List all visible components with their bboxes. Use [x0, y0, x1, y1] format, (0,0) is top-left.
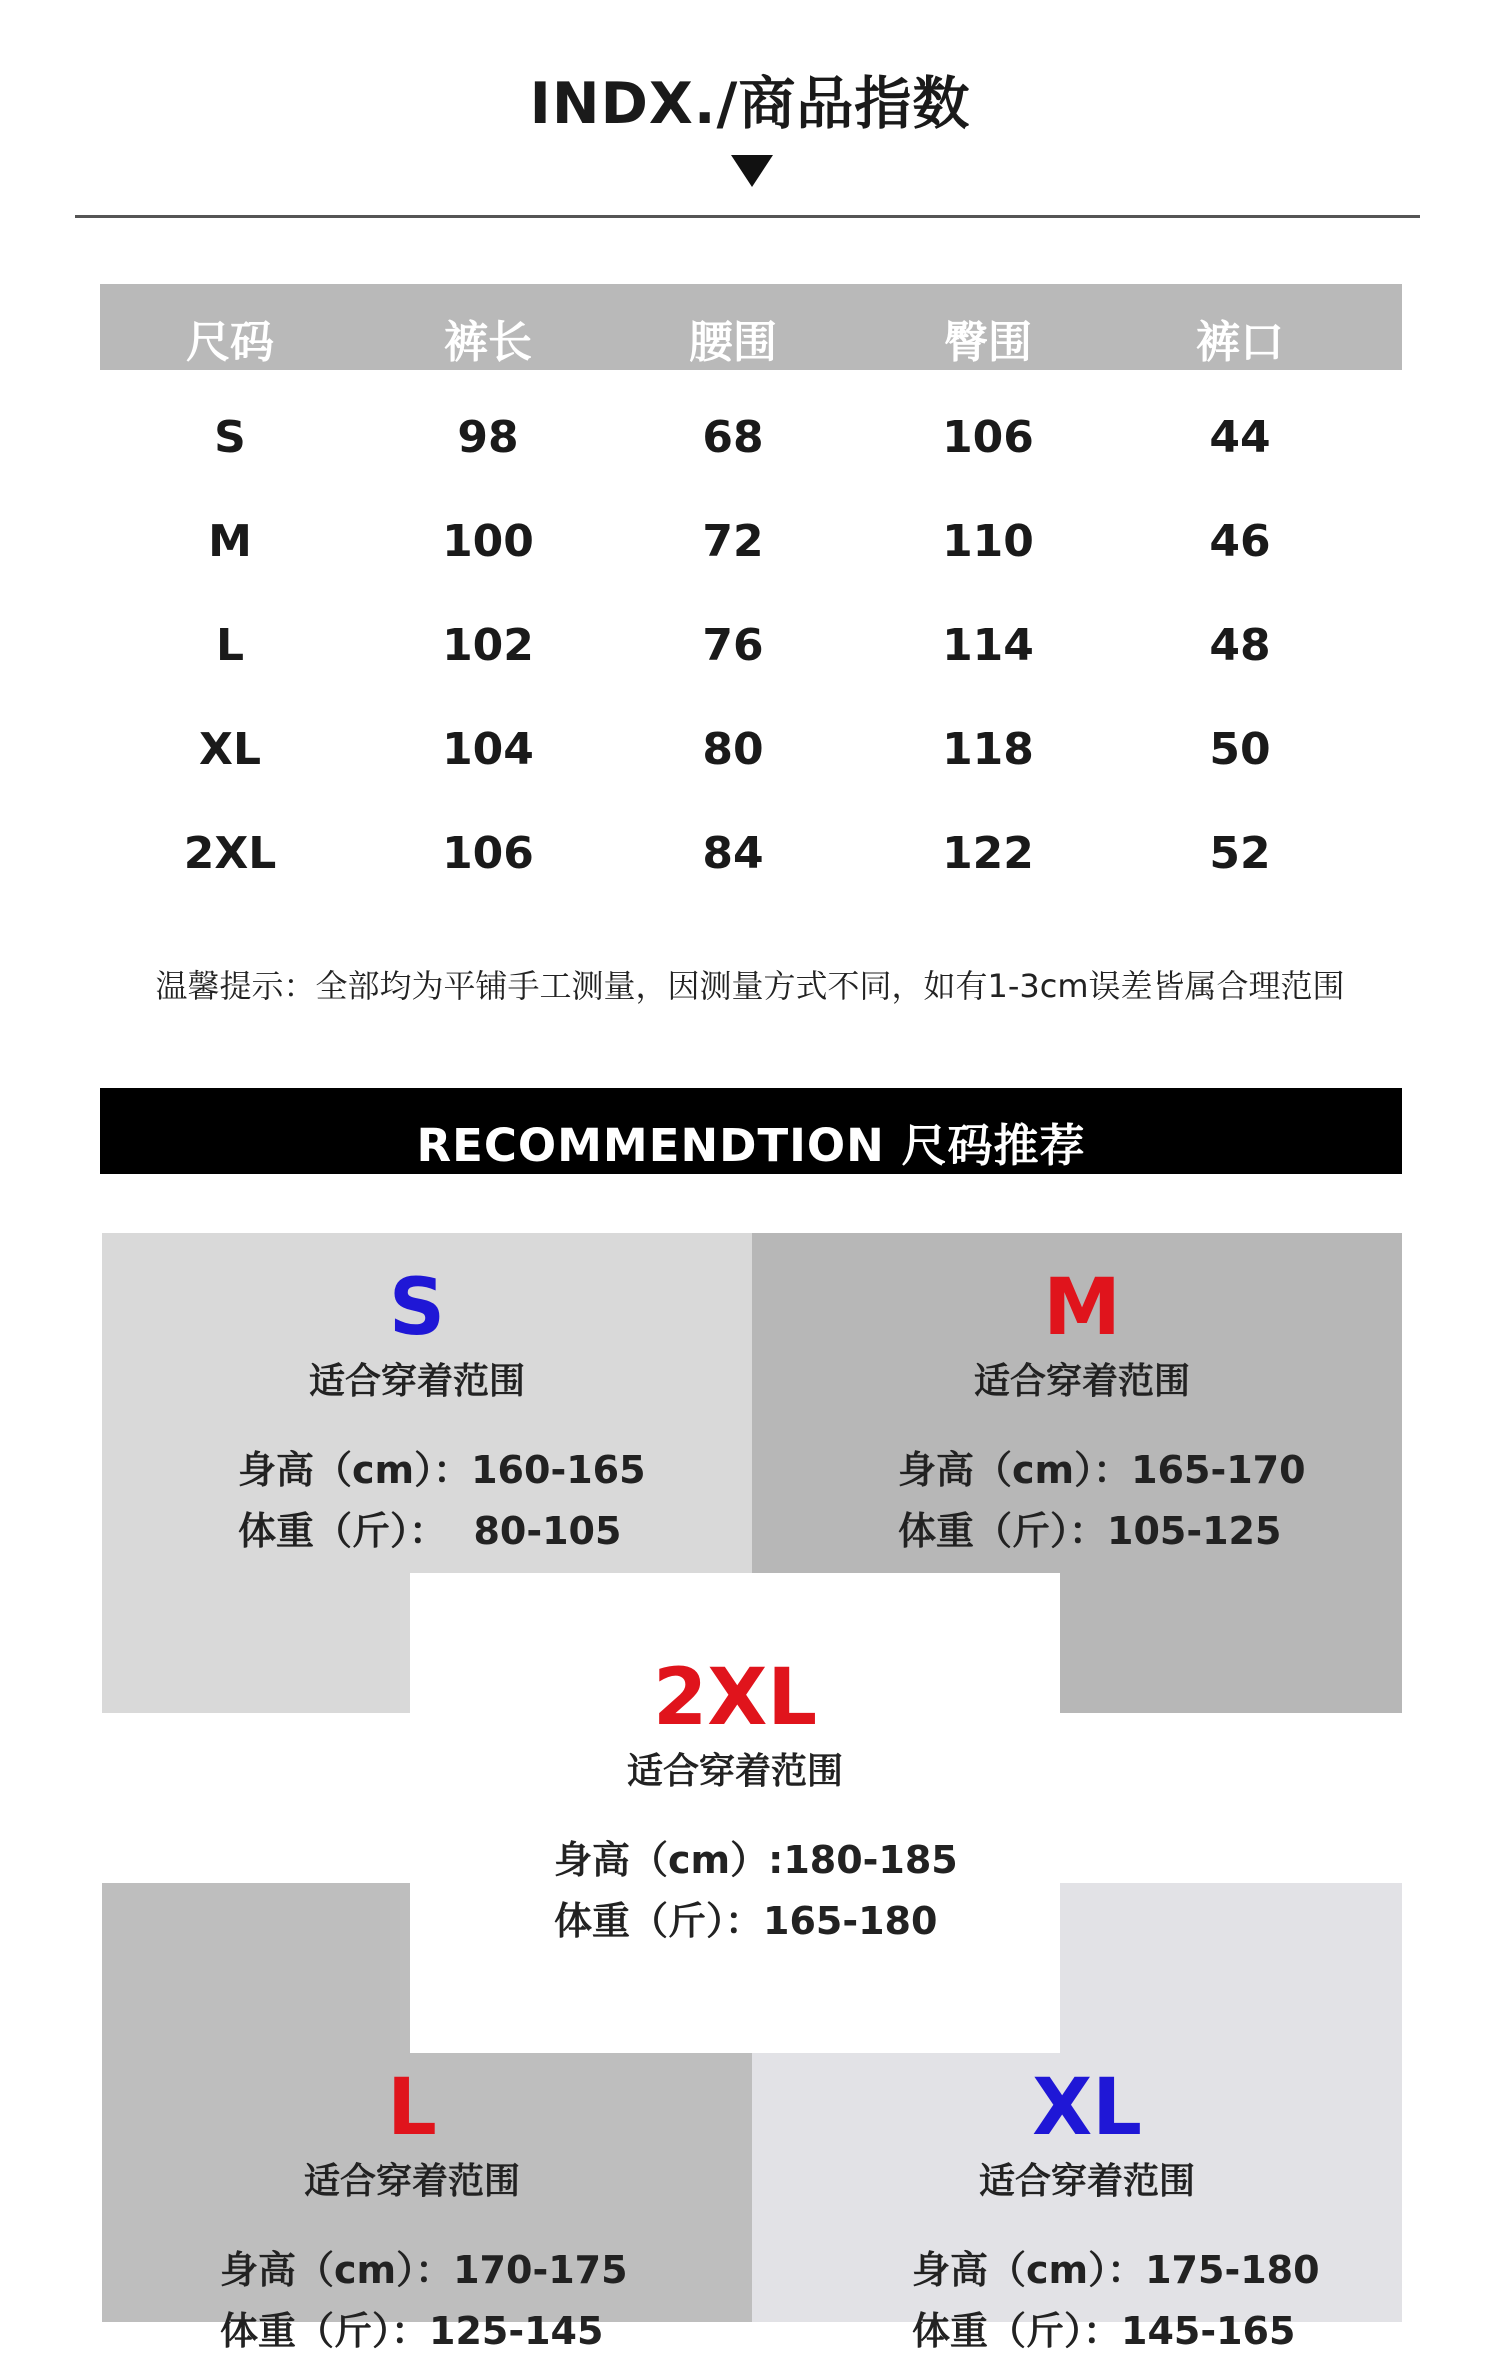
- height-range: 身高（cm）：165-170: [898, 1448, 1306, 1492]
- size-label: L: [387, 2063, 437, 2153]
- table-row: [0, 828, 1500, 908]
- recommendation-title: RECOMMENDTION 尺码推荐: [416, 1119, 1086, 1172]
- table-cell: M: [208, 516, 252, 567]
- table-cell: 102: [442, 620, 534, 671]
- table-cell: 122: [942, 828, 1034, 879]
- weight-range: 体重（斤）： 80-105: [238, 1509, 622, 1553]
- fit-range-label: 适合穿着范围: [308, 1361, 525, 1402]
- table-cell: 110: [942, 516, 1034, 567]
- table-cell: 48: [1209, 620, 1271, 671]
- weight-range: 体重（斤）：125-145: [220, 2309, 604, 2353]
- table-cell: 46: [1209, 516, 1271, 567]
- table-cell: 104: [442, 724, 534, 775]
- table-cell: L: [215, 620, 245, 671]
- table-cell: 106: [942, 412, 1034, 463]
- table-cell: 118: [942, 724, 1034, 775]
- recommendation-bar: [100, 1088, 1402, 1174]
- table-cell: 98: [457, 412, 519, 463]
- table-cell: 44: [1209, 412, 1271, 463]
- table-cell: 68: [702, 412, 764, 463]
- table-cell: 80: [702, 724, 764, 775]
- table-cell: S: [214, 412, 246, 463]
- table-cell: 52: [1209, 828, 1271, 879]
- height-range: 身高（cm）：160-165: [238, 1448, 646, 1492]
- table-cell: 76: [702, 620, 764, 671]
- table-cell: 100: [442, 516, 534, 567]
- size-label: M: [1043, 1263, 1121, 1353]
- table-row: [0, 412, 1500, 492]
- table-row: [0, 516, 1500, 596]
- column-header-length: 裤长: [444, 317, 532, 368]
- table-cell: 50: [1209, 724, 1271, 775]
- table-row: [0, 724, 1500, 804]
- table-cell: 106: [442, 828, 534, 879]
- weight-range: 体重（斤）：105-125: [898, 1509, 1282, 1553]
- column-header-size: 尺码: [186, 317, 274, 368]
- table-cell: XL: [199, 724, 261, 775]
- column-header-hip: 臀围: [944, 317, 1032, 368]
- triangle-down-icon: [731, 155, 773, 187]
- fit-range-label: 适合穿着范围: [626, 1751, 843, 1792]
- column-header-hem: 裤口: [1196, 317, 1284, 368]
- size-label: 2XL: [652, 1653, 818, 1743]
- table-row: [0, 620, 1500, 700]
- height-range: 身高（cm）：175-180: [912, 2248, 1320, 2292]
- table-cell: 72: [702, 516, 764, 567]
- size-label: S: [388, 1263, 446, 1353]
- height-range: 身高（cm）:180-185: [554, 1838, 958, 1882]
- height-range: 身高（cm）：170-175: [220, 2248, 628, 2292]
- fit-range-label: 适合穿着范围: [303, 2161, 520, 2202]
- table-cell: 114: [942, 620, 1034, 671]
- column-header-waist: 腰围: [689, 317, 777, 368]
- fit-range-label: 适合穿着范围: [973, 1361, 1190, 1402]
- fit-range-label: 适合穿着范围: [978, 2161, 1195, 2202]
- size-table-header: [100, 284, 1402, 370]
- page-title: INDX./商品指数: [529, 71, 971, 137]
- table-cell: 2XL: [183, 828, 277, 879]
- divider: [75, 215, 1420, 218]
- rec-block-2xl: [410, 1573, 1060, 2053]
- table-cell: 84: [702, 828, 764, 879]
- measurement-tip: 温馨提示：全部均为平铺手工测量，因测量方式不同，如有1-3cm误差皆属合理范围: [155, 967, 1345, 1005]
- size-label: XL: [1032, 2063, 1142, 2153]
- weight-range: 体重（斤）：145-165: [912, 2309, 1296, 2353]
- weight-range: 体重（斤）：165-180: [554, 1899, 938, 1943]
